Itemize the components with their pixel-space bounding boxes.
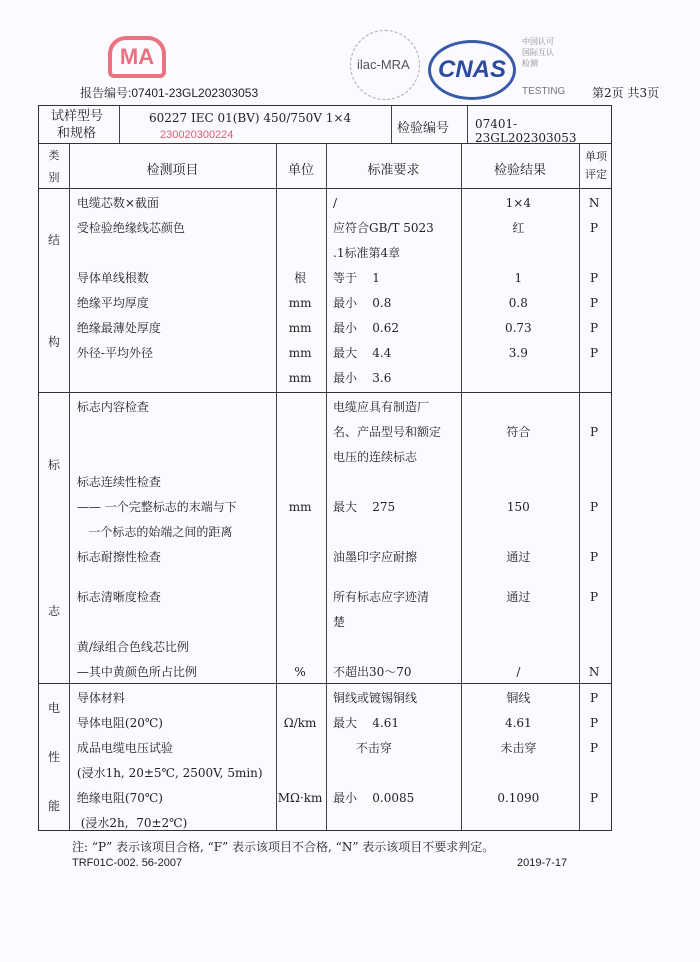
table-row	[39, 609, 611, 634]
cell-item: 标志耐擦性检查	[76, 550, 161, 564]
cell-result: 符合	[506, 425, 531, 439]
cell-standard: 最小 3.6	[333, 371, 392, 385]
cell-item: (浸水1h, 20±5℃, 2500V, 5min)	[76, 766, 263, 780]
table-row	[39, 419, 611, 444]
cell-item: 导体材料	[76, 691, 125, 705]
cell-standard: 等于 1	[333, 271, 380, 285]
cell-standard: 不超出30～70	[333, 665, 412, 679]
table-row	[39, 735, 611, 760]
table-row	[39, 584, 611, 609]
cell-unit: mm	[288, 295, 312, 310]
table-row	[39, 685, 611, 710]
table-row	[39, 519, 611, 544]
cell-unit: mm	[288, 345, 312, 360]
cell-result: 通过	[506, 550, 531, 564]
cell-verdict: N	[588, 664, 600, 679]
cell-unit: mm	[288, 370, 312, 385]
cell-result: 1	[514, 270, 523, 285]
cell-item: 标志连续性检查	[76, 475, 161, 489]
cell-standard: 最小 0.62	[333, 321, 399, 335]
cell-item: 标志内容检查	[76, 400, 149, 414]
cell-verdict: P	[590, 270, 599, 285]
cell-verdict: P	[590, 715, 599, 730]
cell-unit: %	[294, 664, 306, 679]
cell-standard: 最大 4.4	[333, 346, 392, 360]
cell-result: 3.9	[508, 345, 528, 360]
table-row	[39, 340, 611, 365]
date: 2019-7-17	[517, 857, 568, 869]
sample-value: 60227 IEC 01(BV) 450/750V 1×4	[149, 111, 352, 125]
cell-result: 0.73	[504, 320, 532, 335]
table-row	[39, 240, 611, 265]
cell-item: —其中黄颜色所占比例	[76, 665, 197, 679]
table-row	[39, 394, 611, 419]
cell-unit: mm	[288, 499, 312, 514]
ilac-mra-logo	[350, 30, 420, 100]
cell-standard: 最大 275	[333, 500, 396, 514]
cell-verdict: P	[590, 589, 599, 604]
cell-standard: .1标准第4章	[333, 246, 401, 260]
cell-item: 成品电缆电压试验	[76, 741, 173, 755]
cell-unit: Ω/km	[283, 715, 317, 730]
inspection-label: 检验编号	[397, 121, 450, 136]
table-row	[39, 785, 611, 810]
cell-item: 外径-平均外径	[76, 346, 153, 360]
footnote: 注: “P” 表示该项目合格, “F” 表示该项目不合格, “N” 表示该项目不要求判定。	[72, 840, 495, 854]
cell-standard: 铜线或镀锡铜线	[333, 691, 418, 705]
cell-result: 150	[506, 499, 530, 514]
table-row	[39, 810, 611, 835]
cell-unit: MΩ·km	[277, 790, 323, 805]
testing-text: TESTING	[522, 86, 566, 97]
table-row	[39, 634, 611, 659]
table-row	[39, 494, 611, 519]
col-item: 检测项目	[146, 163, 199, 178]
cell-verdict: P	[590, 320, 599, 335]
table-row	[39, 365, 611, 390]
col-standard: 标准要求	[367, 163, 420, 178]
cell-standard: 应符合GB/T 5023	[333, 221, 434, 235]
section-2	[38, 683, 612, 831]
cell-result: 0.8	[508, 295, 528, 310]
cell-item: 导体电阻(20℃)	[76, 716, 163, 730]
cell-standard: 电压的连续标志	[333, 450, 418, 464]
cell-verdict: P	[590, 295, 599, 310]
report-number: 报告编号:07401-23GL202303053	[80, 86, 259, 100]
sample-label: 试样型号 和规格	[51, 109, 104, 141]
cell-standard: 楚	[333, 615, 346, 629]
cell-standard: 电缆应具有制造厂	[333, 400, 430, 414]
cell-result: 红	[512, 221, 525, 235]
col-result: 检验结果	[493, 163, 546, 178]
table-row	[39, 190, 611, 215]
section-0	[38, 188, 612, 393]
table-row	[39, 444, 611, 469]
cell-item: 绝缘平均厚度	[76, 296, 149, 310]
cell-verdict: P	[590, 499, 599, 514]
cell-verdict: P	[590, 740, 599, 755]
cell-item: 导体单线根数	[76, 271, 149, 285]
cell-item: 绝缘最薄处厚度	[76, 321, 161, 335]
section-1	[38, 392, 612, 684]
table-row	[39, 710, 611, 735]
cell-item: 受检验绝缘线芯颜色	[76, 221, 185, 235]
ma-logo: MA	[108, 36, 166, 78]
col-unit: 单位	[287, 163, 314, 178]
cell-verdict: P	[590, 790, 599, 805]
cell-item: —— 一个完整标志的末端与下	[76, 500, 237, 514]
cell-result: 1×4	[505, 195, 531, 210]
cell-standard: /	[333, 195, 338, 210]
table-row	[39, 760, 611, 785]
table-row	[39, 290, 611, 315]
form-number: TRF01C-002. 56-2007	[72, 857, 183, 869]
cell-item: 绝缘电阻(70℃)	[76, 791, 163, 805]
table-row	[39, 544, 611, 569]
cell-unit: mm	[288, 320, 312, 335]
table-row	[39, 469, 611, 494]
cell-result: 0.1090	[497, 790, 540, 805]
cell-verdict: P	[590, 345, 599, 360]
cell-verdict: P	[590, 690, 599, 705]
cell-verdict: P	[590, 424, 599, 439]
cell-standard: 名、产品型号和额定	[333, 425, 442, 439]
col-category: 类 别	[48, 149, 60, 184]
cell-standard: 最小 0.0085	[333, 791, 415, 805]
cell-result: 铜线	[506, 691, 531, 705]
cell-verdict: N	[588, 195, 600, 210]
cell-verdict: P	[590, 220, 599, 235]
cell-result: 4.61	[504, 715, 532, 730]
col-verdict: 单项 评定	[585, 150, 607, 181]
cell-item: 电缆芯数×截面	[76, 196, 159, 210]
table-row	[39, 315, 611, 340]
cell-standard: 最大 4.61	[333, 716, 399, 730]
cell-item: 标志清晰度检查	[76, 590, 161, 604]
cell-standard: 最小 0.8	[333, 296, 392, 310]
cell-result: 未击穿	[500, 741, 537, 755]
table-row	[39, 659, 611, 684]
cell-standard: 所有标志应字迹清	[333, 590, 430, 604]
inspection-value: 07401-23GL202303053	[475, 117, 577, 145]
cell-item: 一个标志的始端之间的距离	[76, 525, 233, 539]
category-label: 结 构	[47, 232, 60, 349]
cell-result: /	[516, 664, 521, 679]
cell-item: (浸水2h, 70±2℃)	[76, 816, 188, 830]
cell-standard: 油墨印字应耐擦	[333, 550, 418, 564]
cell-verdict: P	[590, 549, 599, 564]
table-row	[39, 265, 611, 290]
cell-unit: 根	[294, 271, 307, 285]
cnas-logo: CNAS	[428, 40, 516, 100]
cn-accreditation-text: 中国认可 国际互认 检测	[522, 37, 554, 68]
category-label: 标 志	[47, 458, 60, 618]
ilac-text: ilac-MRA	[357, 57, 410, 72]
page-number: 第2页 共3页	[592, 86, 660, 100]
cell-result: 通过	[506, 590, 531, 604]
table-row	[39, 215, 611, 240]
category-label: 电 性 能	[47, 701, 60, 813]
cell-standard: 不击穿	[333, 741, 392, 755]
sample-row	[38, 105, 612, 144]
stamp-number: 230020300224	[160, 129, 234, 141]
column-header	[38, 143, 612, 189]
cell-item: 黄/绿组合色线芯比例	[76, 640, 189, 654]
